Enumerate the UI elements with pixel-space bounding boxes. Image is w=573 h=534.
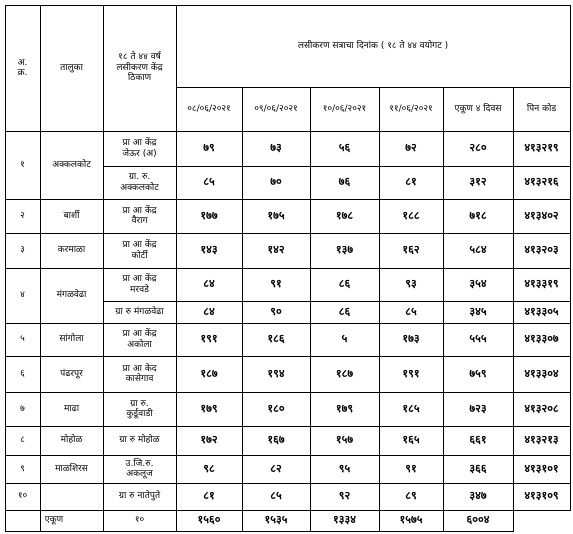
serial-cell-text: ४ <box>20 290 25 301</box>
pin-cell-text: ४१३३१९ <box>524 277 559 291</box>
header-serial-text: अ. <box>17 57 28 68</box>
total-cell-text: ७२३ <box>469 401 487 415</box>
count-cell-text: ८६ <box>338 304 351 318</box>
serial-cell-text: १० <box>17 491 28 502</box>
count-cell-text: ८१ <box>203 489 215 503</box>
center-cell-text: प्रा आ केंद्र <box>122 240 157 251</box>
count-cell <box>310 166 379 199</box>
center-cell <box>103 166 176 199</box>
column-border <box>513 87 514 532</box>
header-date-4 <box>379 87 443 131</box>
total-cell-text: ३५४ <box>469 277 487 291</box>
pin-cell-text: ४१३३०४ <box>524 366 559 380</box>
total-cell <box>443 166 513 199</box>
count-cell <box>176 483 242 510</box>
pin-cell <box>513 268 570 301</box>
count-cell <box>242 356 310 392</box>
count-cell-text: ८४ <box>203 304 215 318</box>
count-cell <box>379 392 443 426</box>
center-cell-text: ग्रा रु. <box>130 398 149 409</box>
pin-cell <box>513 166 570 199</box>
pin-cell <box>513 426 570 455</box>
header-date-3-text: १०/०६/२०२१ <box>322 103 367 114</box>
total-cell-text: ७१८ <box>469 208 487 222</box>
total-centers-text: १० <box>134 515 145 526</box>
header-center-text: १८ ते ४४ वर्ष <box>118 52 161 63</box>
header-date-3 <box>310 87 379 131</box>
grand-total-all-text: ६००४ <box>466 513 490 527</box>
grand-total-cell-text: १३३४ <box>333 513 356 527</box>
pin-cell-text: ४१३३०७ <box>524 332 559 346</box>
pin-cell-text: ४१३२१६ <box>524 175 559 189</box>
center-cell-text: कोर्टी <box>131 250 148 261</box>
count-cell <box>176 301 242 323</box>
count-cell <box>242 483 310 510</box>
row-border <box>5 392 570 393</box>
count-cell <box>242 233 310 268</box>
count-cell <box>242 455 310 483</box>
count-cell-text: १४२ <box>267 243 285 257</box>
count-cell-text: ९१ <box>270 277 282 291</box>
row-border <box>5 510 570 511</box>
serial-cell <box>5 323 40 356</box>
count-cell <box>242 392 310 426</box>
count-cell-text: १५७ <box>335 433 354 447</box>
taluka-cell <box>40 131 103 199</box>
taluka-cell-text: सांगोला <box>59 334 84 345</box>
center-cell <box>103 233 176 268</box>
pin-cell-text: ४१३२०८ <box>524 401 559 415</box>
count-cell <box>176 131 242 166</box>
count-cell <box>242 323 310 356</box>
center-cell <box>103 268 176 301</box>
taluka-cell-text: अक्कलकोट <box>52 159 91 170</box>
center-cell <box>103 323 176 356</box>
taluka-cell <box>40 233 103 268</box>
count-cell <box>242 166 310 199</box>
grand-total-cell <box>379 510 443 531</box>
total-cell <box>443 131 513 166</box>
count-cell-text: १८६ <box>267 332 285 346</box>
total-cell-text: ३६६ <box>469 461 487 475</box>
serial-cell-text: १ <box>20 159 25 170</box>
count-cell <box>379 426 443 455</box>
center-cell <box>103 131 176 166</box>
count-cell-text: १८८ <box>402 208 420 222</box>
center-cell-text: अकोला <box>127 339 152 350</box>
count-cell-text: ८९ <box>405 489 417 503</box>
count-cell-text: १७२ <box>200 433 218 447</box>
center-cell-text: अकलूज <box>126 469 153 479</box>
count-cell-text: १४३ <box>200 243 218 257</box>
count-cell-text: १७३ <box>402 332 420 346</box>
total-cell-text: ७५९ <box>469 366 487 380</box>
center-cell <box>103 356 176 392</box>
count-cell <box>310 323 379 356</box>
count-cell <box>379 268 443 301</box>
center-cell-text: ग्रा रु मंगळवेढा <box>115 306 164 317</box>
center-cell-text: वैराग <box>131 216 148 226</box>
total-cell <box>443 483 513 510</box>
count-cell <box>310 426 379 455</box>
pin-cell-text: ४१३२१३ <box>524 433 559 447</box>
serial-cell-text: ३ <box>20 245 25 256</box>
count-cell <box>379 131 443 166</box>
count-cell-text: ९३ <box>405 277 417 291</box>
serial-cell <box>5 455 40 483</box>
count-cell <box>176 233 242 268</box>
column-border <box>570 5 571 511</box>
serial-cell <box>5 131 40 199</box>
column-border <box>242 87 243 532</box>
serial-cell <box>5 392 40 426</box>
grand-total-all <box>443 510 513 531</box>
header-total-days <box>443 87 513 131</box>
center-cell-text: प्रा आ केंद्र <box>122 274 157 285</box>
count-cell <box>242 131 310 166</box>
header-taluka <box>40 5 103 131</box>
count-cell-text: ८५ <box>405 304 417 318</box>
count-cell-text: ७० <box>270 175 282 189</box>
column-border <box>40 5 41 532</box>
count-cell <box>310 483 379 510</box>
count-cell-text: ७२ <box>405 141 417 155</box>
pin-cell <box>513 233 570 268</box>
serial-cell <box>5 268 40 323</box>
serial-cell <box>5 233 40 268</box>
center-cell <box>103 455 176 483</box>
count-cell-text: ९२ <box>338 489 351 503</box>
count-cell-text: १८० <box>267 401 285 415</box>
taluka-cell-text: माळशिरस <box>55 463 88 474</box>
total-cell-text: ३१२ <box>469 175 487 189</box>
count-cell <box>379 301 443 323</box>
count-cell <box>176 392 242 426</box>
total-cell <box>443 455 513 483</box>
grand-total-cell-text: १५७५ <box>399 513 423 527</box>
header-date-1 <box>176 87 242 131</box>
count-cell-text: ८४ <box>203 277 215 291</box>
row-border <box>5 199 570 200</box>
pin-cell-text: ४१३१०१ <box>524 461 559 475</box>
count-cell <box>176 268 242 301</box>
center-cell <box>103 483 176 510</box>
count-cell-text: १७७ <box>200 208 218 222</box>
serial-cell-text: ७ <box>20 403 25 414</box>
header-center-text: लसीकरण केंद्र <box>116 62 163 73</box>
count-cell <box>310 268 379 301</box>
total-cell <box>443 323 513 356</box>
count-cell <box>176 426 242 455</box>
total-cell-text: ३४५ <box>469 304 487 318</box>
count-cell <box>379 166 443 199</box>
center-cell-text: प्रा आ केंद्र <box>122 138 157 149</box>
count-cell-text: १३७ <box>335 243 354 257</box>
count-cell <box>379 455 443 483</box>
count-cell <box>176 323 242 356</box>
center-cell-text: प्रा आ केंद्र <box>122 329 157 340</box>
count-cell <box>310 233 379 268</box>
header-serial-text: क्र. <box>17 68 28 78</box>
header-taluka-text: तालुका <box>60 62 83 73</box>
serial-cell-text: ५ <box>20 334 25 345</box>
grand-total-cell <box>242 510 310 531</box>
count-cell <box>310 199 379 233</box>
total-cell-text: ५५५ <box>469 332 487 346</box>
count-cell <box>176 199 242 233</box>
column-border <box>443 87 444 532</box>
total-cell <box>443 392 513 426</box>
column-border <box>176 5 177 532</box>
center-cell <box>103 392 176 426</box>
pin-cell <box>513 131 570 166</box>
header-serial <box>5 5 40 131</box>
count-cell-text: १६७ <box>267 433 285 447</box>
count-cell <box>242 268 310 301</box>
count-cell-text: ९८ <box>203 461 215 475</box>
count-cell-text: १८७ <box>200 366 218 380</box>
row-border <box>103 166 570 167</box>
center-cell-text: ग्रा रु मोहोळ <box>119 435 160 446</box>
column-border <box>379 87 380 532</box>
pin-cell <box>513 455 570 483</box>
total-label <box>5 510 103 531</box>
header-bottom-border <box>5 131 570 132</box>
taluka-cell <box>40 356 103 392</box>
total-cell <box>443 268 513 301</box>
total-label-text: एकूण <box>44 515 64 526</box>
count-cell <box>379 483 443 510</box>
count-cell-text: ९१ <box>405 461 417 475</box>
count-cell <box>176 455 242 483</box>
total-cell <box>443 199 513 233</box>
count-cell-text: ९५ <box>338 461 351 475</box>
header-divider <box>176 87 570 88</box>
header-pincode-text: पिन कोड <box>526 103 557 114</box>
column-border <box>103 5 104 532</box>
count-cell-text: १७९ <box>200 401 218 415</box>
count-cell-text: १७८ <box>335 208 354 222</box>
row-border <box>5 233 570 234</box>
total-cell-text: ३४७ <box>469 489 487 503</box>
count-cell <box>379 199 443 233</box>
header-date-4-text: ११/०६/२०२१ <box>389 103 433 114</box>
center-cell-text: जेऊर (अ) <box>122 148 157 159</box>
count-cell-text: ५६ <box>338 141 351 155</box>
grand-total-cell-text: १५३५ <box>264 513 288 527</box>
header-date-1-text: ०८/०६/२०२१ <box>187 103 231 114</box>
count-cell-text: १८५ <box>402 401 420 415</box>
header-total-days-text: एकूण ४ दिवस <box>454 103 502 114</box>
count-cell <box>242 301 310 323</box>
count-cell <box>176 356 242 392</box>
center-cell <box>103 301 176 323</box>
pin-cell <box>513 301 570 323</box>
count-cell <box>176 166 242 199</box>
count-cell-text: ८६ <box>338 277 351 291</box>
header-session-title-text: लसीकरण सत्राचा दिनांक ( १८ ते ४४ वयोगट ) <box>297 40 449 51</box>
column-border <box>310 87 311 532</box>
taluka-cell-text: मोहोळ <box>60 435 83 446</box>
count-cell-text: १८७ <box>335 366 354 380</box>
center-cell-text: अक्कलकोट <box>120 182 159 193</box>
count-cell-text: १९१ <box>200 332 218 346</box>
header-session-title <box>176 5 570 87</box>
pin-cell <box>513 323 570 356</box>
taluka-cell <box>40 268 103 323</box>
total-centers <box>103 510 176 531</box>
count-cell <box>379 233 443 268</box>
count-cell-text: ७६ <box>338 175 351 189</box>
table-bottom-border <box>5 531 513 532</box>
pin-cell <box>513 356 570 392</box>
header-center <box>103 5 176 131</box>
pin-cell-text: ४१३१०९ <box>524 489 559 503</box>
count-cell-text: ८५ <box>203 175 215 189</box>
count-cell-text: ५ <box>341 332 348 346</box>
serial-cell-text: ९ <box>20 463 25 474</box>
count-cell-text: ९० <box>270 304 282 318</box>
count-cell <box>310 131 379 166</box>
count-cell <box>310 392 379 426</box>
header-center-text: ठिकाण <box>127 73 152 84</box>
serial-cell <box>5 426 40 455</box>
serial-cell-text: २ <box>20 210 25 221</box>
grand-total-cell-text: १५६० <box>197 513 221 527</box>
center-cell-text: मरवडे <box>130 284 149 295</box>
pin-cell <box>513 483 570 510</box>
serial-cell <box>5 483 40 510</box>
count-cell-text: १९४ <box>267 366 285 380</box>
taluka-cell-text: पंढरपूर <box>60 368 83 379</box>
taluka-cell <box>40 199 103 233</box>
center-cell-text: कुर्डूवाडी <box>126 409 153 419</box>
count-cell-text: ८१ <box>405 175 417 189</box>
taluka-cell-text: बार्शी <box>63 210 80 221</box>
pin-cell <box>513 199 570 233</box>
count-cell-text: १७५ <box>267 208 285 222</box>
center-cell-text: प्रा आ केंद्र <box>122 205 157 216</box>
serial-cell <box>5 356 40 392</box>
center-cell <box>103 426 176 455</box>
count-cell-text: १६५ <box>402 433 420 447</box>
count-cell <box>310 356 379 392</box>
total-cell-text: ६६१ <box>469 433 487 447</box>
count-cell <box>379 323 443 356</box>
center-cell <box>103 199 176 233</box>
row-border <box>5 483 570 484</box>
row-border <box>103 301 570 302</box>
total-cell <box>443 426 513 455</box>
column-border <box>5 5 6 532</box>
count-cell <box>310 301 379 323</box>
pin-cell-text: ४१३२१९ <box>524 141 559 155</box>
count-cell-text: ८२ <box>270 461 282 475</box>
row-border <box>5 426 570 427</box>
row-border <box>5 356 570 357</box>
serial-cell <box>5 199 40 233</box>
center-cell-text: कासेगाव <box>125 374 154 384</box>
grand-total-cell <box>176 510 242 531</box>
count-cell-text: १७९ <box>335 401 354 415</box>
row-border <box>5 455 570 456</box>
count-cell <box>379 356 443 392</box>
serial-cell-text: ६ <box>20 368 25 379</box>
count-cell <box>310 455 379 483</box>
taluka-cell-text: माढा <box>63 403 80 414</box>
serial-cell-text: ८ <box>20 435 25 446</box>
taluka-cell <box>40 392 103 426</box>
pin-cell-text: ४१३३०५ <box>524 304 559 318</box>
count-cell-text: ८५ <box>270 489 282 503</box>
taluka-cell <box>40 426 103 455</box>
total-cell <box>443 301 513 323</box>
row-border <box>5 268 570 269</box>
grand-total-cell <box>310 510 379 531</box>
total-cell-text: २८० <box>469 141 487 155</box>
pin-cell-text: ४१३४०२ <box>524 208 559 222</box>
pin-cell <box>513 392 570 426</box>
pin-cell-text: ४१३२०३ <box>524 243 559 257</box>
count-cell <box>242 199 310 233</box>
count-cell-text: १९१ <box>402 366 420 380</box>
total-cell-text: ५८४ <box>469 243 487 257</box>
count-cell-text: ७९ <box>203 141 215 155</box>
center-cell-text: प्रा आ केद <box>122 363 157 374</box>
header-pincode <box>513 87 570 131</box>
taluka-cell-text: मंगळवेढा <box>56 290 87 301</box>
total-cell <box>443 356 513 392</box>
taluka-cell <box>40 455 103 483</box>
count-cell <box>242 426 310 455</box>
count-cell-text: ७३ <box>270 141 282 155</box>
header-date-2-text: ०९/०६/२०२१ <box>254 103 298 114</box>
header-date-2 <box>242 87 310 131</box>
taluka-cell <box>40 323 103 356</box>
total-cell <box>443 233 513 268</box>
center-cell-text: उ.जि.रु. <box>125 458 154 469</box>
center-cell-text: ग्रा. रु. <box>128 172 151 183</box>
table-top-border <box>5 5 570 6</box>
row-border <box>5 323 570 324</box>
taluka-cell-text: करमाळा <box>57 245 86 256</box>
count-cell-text: १६२ <box>402 243 420 257</box>
center-cell-text: ग्रा रु नातेपुते <box>118 491 161 502</box>
